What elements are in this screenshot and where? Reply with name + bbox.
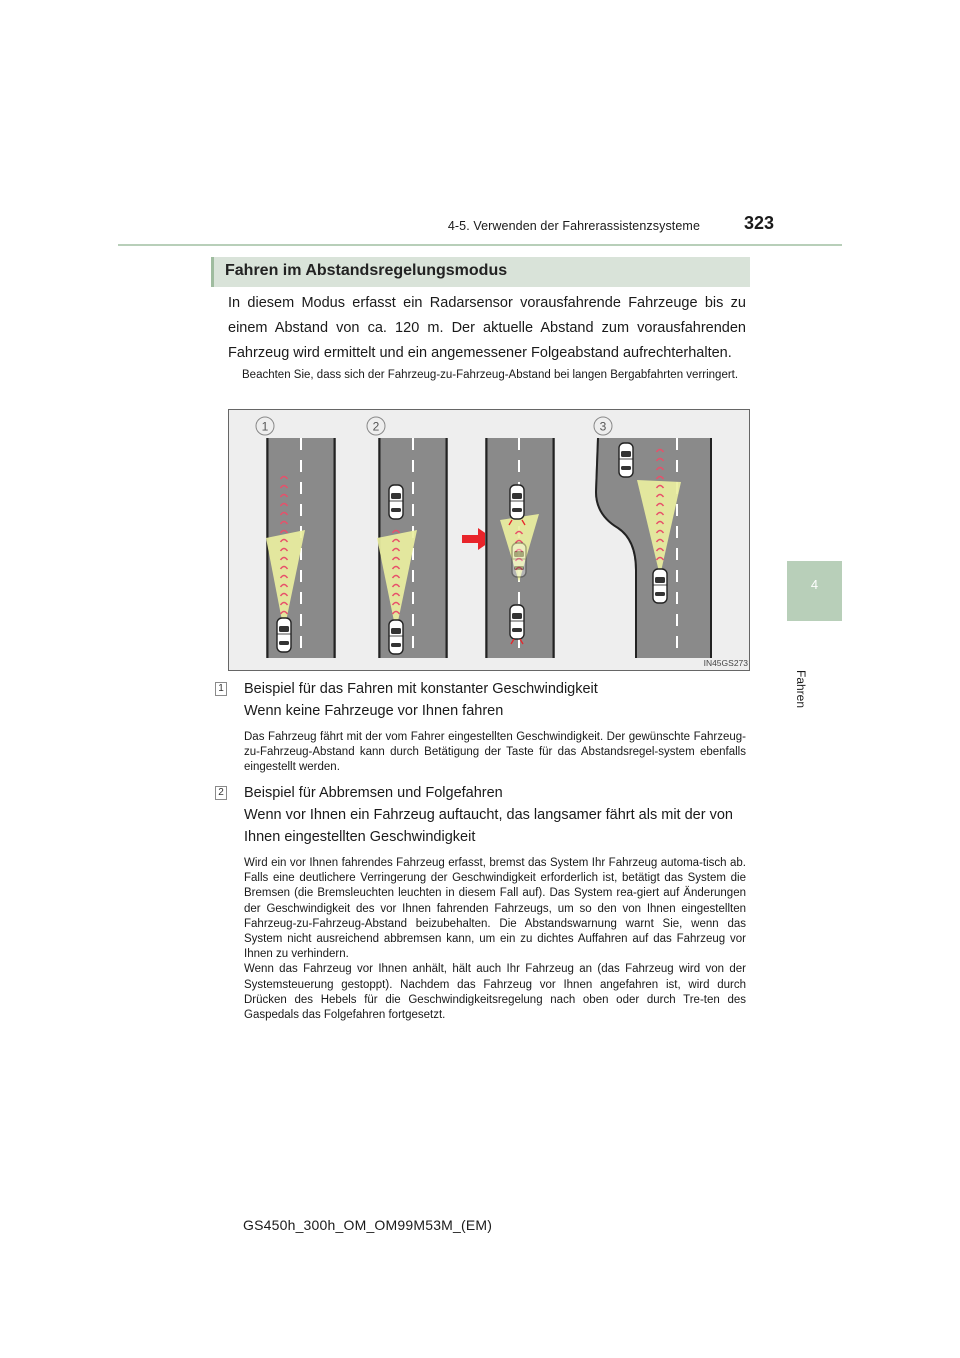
running-header-title: 4-5. Verwenden der Fahrerassistenzsysteme — [447, 219, 700, 233]
item-marker-2: 2 — [215, 786, 227, 800]
note-paragraph: Beachten Sie, dass sich der Fahrzeug-zu-Fahrzeug-Abstand bei langen Bergabfahrten verringert. — [242, 369, 739, 381]
lead-car-2 — [389, 485, 403, 519]
chapter-tab-number: 4 — [810, 577, 819, 592]
own-car-2 — [389, 620, 403, 654]
merging-car-4 — [619, 443, 633, 477]
scenario-markers — [256, 417, 612, 435]
scenario-marker-3: 3 — [599, 419, 607, 434]
page-number: 323 — [743, 213, 774, 233]
intro-paragraph: In diesem Modus erfasst ein Radarsensor vorausfahrende Fahrzeuge bis zu einem Abstand von ca. 120 m. Der aktuelle Abstand zum vorausfahrenden Fahrzeug wird ermittelt und ein angemessener Folgeabstand aufrechterhalten. — [228, 295, 746, 361]
own-car-3 — [510, 605, 524, 639]
figure-code: IN45GS273 — [703, 658, 748, 668]
header-rule — [118, 244, 842, 246]
footer-doc-code: GS450h_300h_OM_OM99M53M_(EM) — [243, 1217, 493, 1233]
lead-car-3 — [510, 485, 524, 519]
own-car-ghost-3 — [512, 543, 526, 577]
section-heading-bar — [211, 257, 750, 287]
road-scenario-3 — [595, 438, 712, 658]
item-1-heading: Beispiel für das Fahren mit konstanter Geschwindigkeit Wenn keine Fahrzeuge vor Ihnen fahren — [244, 681, 598, 719]
scenario-marker-2: 2 — [372, 419, 380, 434]
illustration-panel — [228, 409, 750, 671]
own-car-4 — [653, 569, 667, 603]
item-marker-1: 1 — [215, 682, 227, 696]
scenario-marker-1: 1 — [261, 419, 269, 434]
item-2-body — [244, 856, 746, 1023]
chapter-tab-label: Fahren — [794, 670, 808, 709]
radar-illustration — [229, 410, 749, 670]
item-1-body: Das Fahrzeug fährt mit der vom Fahrer eingestellten Geschwindigkeit. Der gewünschte Fahrzeug-zu-Fahrzeug-Abstand kann durch Betätigung der Taste für das Abstandsregel-system ebenfalls eingestellt werden. — [244, 731, 746, 774]
item-2-body-paragraph-2: Wenn das Fahrzeug vor Ihnen anhält, hält auch Ihr Fahrzeug an (das Fahrzeug wird von der Systemsteuerung gestoppt). Nachdem das Fahrzeug vor Ihnen angefahren ist, wird durch Drücken des Hebels für die Geschwindigkeitsregelung nach oben oder durch Tre-ten des Gaspedals das Folgefahren fortgesetzt. — [244, 963, 746, 1022]
road-scenario-2b — [485, 438, 555, 658]
road-scenario-1 — [266, 438, 336, 658]
section-title: Fahren im Abstandsregelungsmodus — [225, 262, 508, 279]
item-2-heading: Beispiel für Abbremsen und Folgefahren Wenn vor Ihnen ein Fahrzeug auftaucht, das langsamer fährt als mit der von Ihnen eingestellten Geschwindigkeit — [244, 785, 733, 845]
own-car-1 — [277, 618, 291, 652]
road-scenario-2 — [377, 438, 448, 658]
item-2-body-paragraph-1: Wird ein vor Ihnen fahrendes Fahrzeug erfasst, bremst das System Ihr Fahrzeug automa-tisch ab. Falls eine deutlichere Verringerung der Geschwindigkeit erforderlich ist, betätigt das System die Bremsen (die Bremsleuchten leuchten in diesem Fall auf). Das System rea-giert auf Änderungen der Geschwindigkeit des vor Ihnen fahrenden Fahrzeugs, um so den von Ihnen eingestellten Fahrzeug-zu-Fahrzeug-Abstand beizubehalten. Die Abstandswarnung warnt Sie, wenn das System nicht ausreichend abbremsen kann, um ein zu dichtes Auffahren auf das Fahrzeug vor Ihnen zu verhindern. — [244, 857, 746, 961]
